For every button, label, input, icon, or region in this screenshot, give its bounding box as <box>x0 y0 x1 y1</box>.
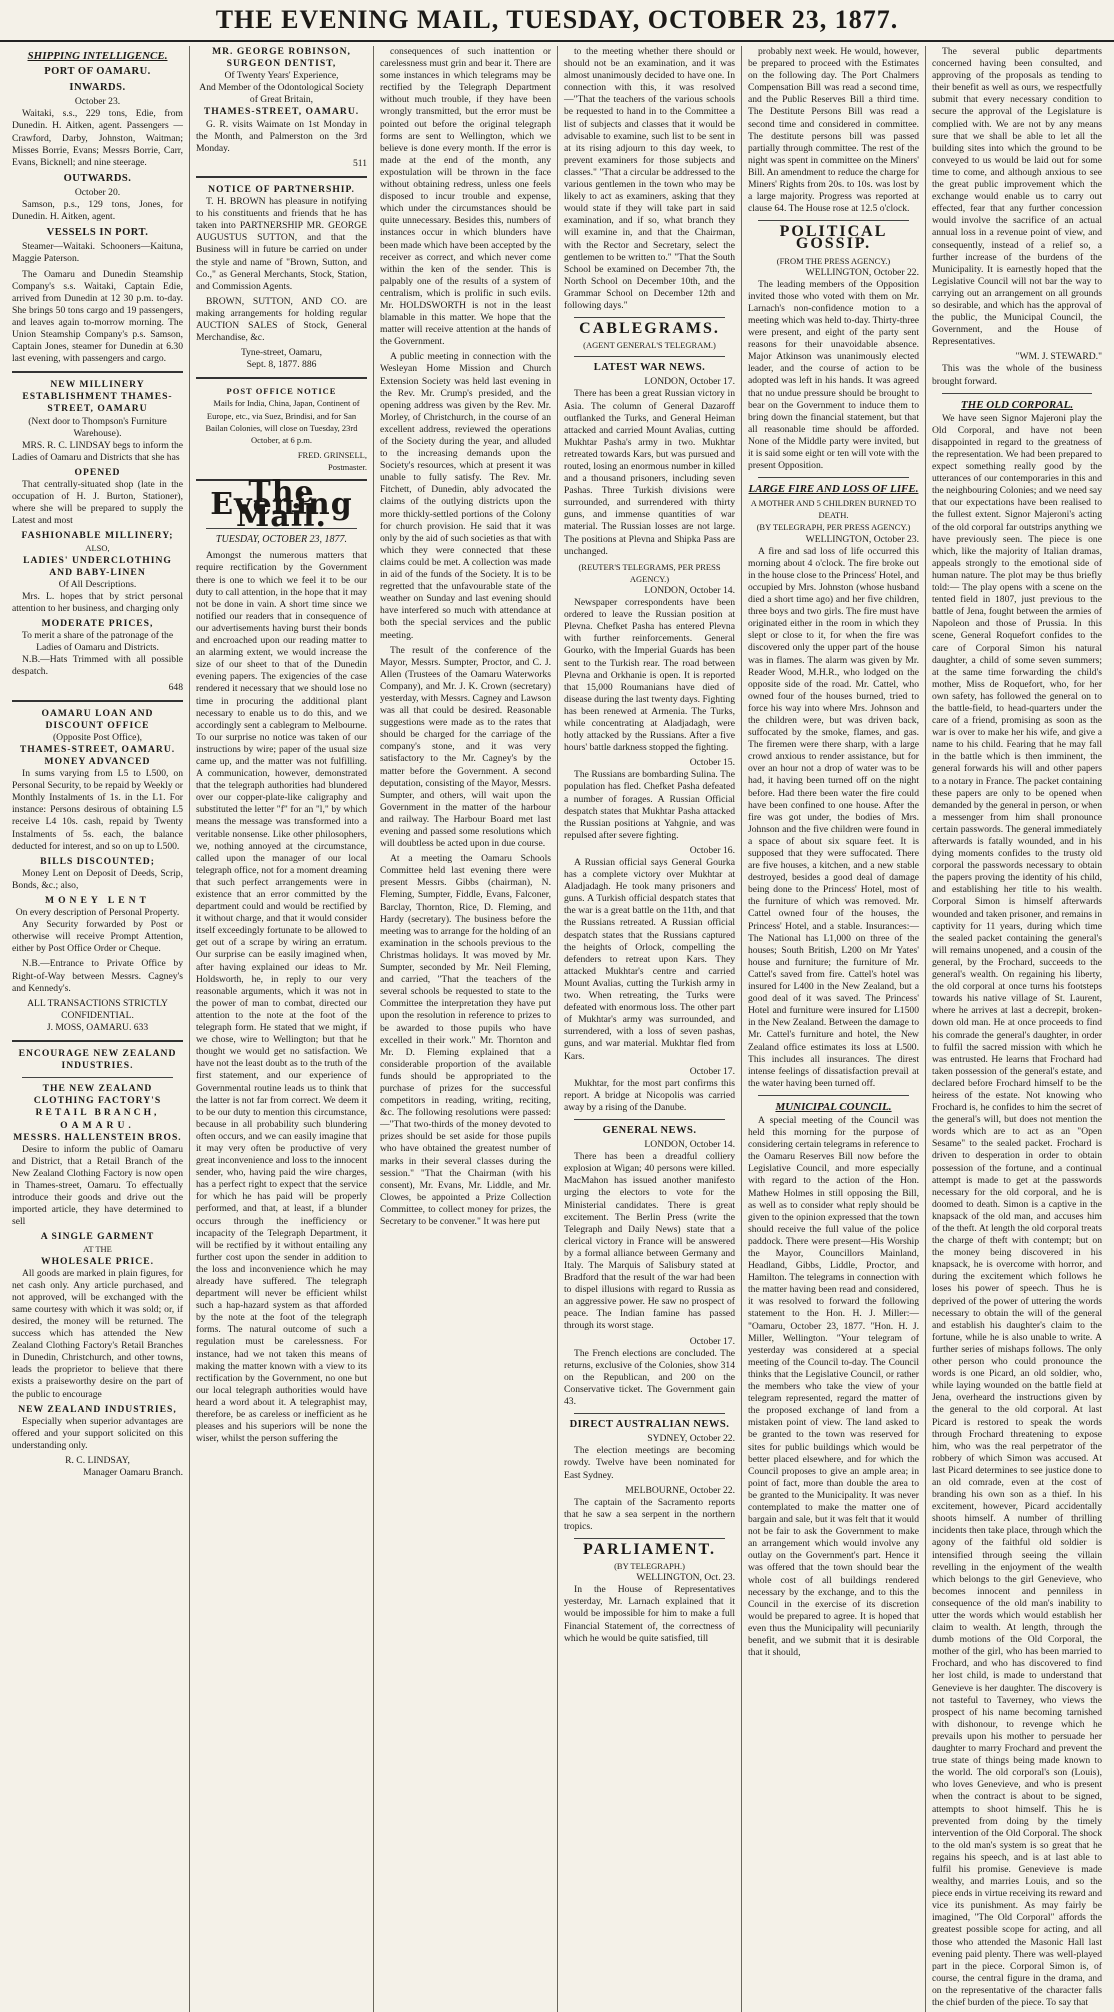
outwards-date: October 20. <box>74 186 121 198</box>
encourage-heading: ENCOURAGE NEW ZEALAND INDUSTRIES. <box>18 1048 177 1072</box>
general-text: There has been a dreadful colliery explosion at Wigan; 40 persons were killed. MacMahon has issued another manifesto urging the electors to vote for the Ministerial candidates. There is great excitement. The Berlin Press (write the Telegraph and Daily News) state that a clerical victory in France will be answered by a formal alliance between Germany and Italy. The Marquis of Salisbury stated at Bradford that the result of the war had been to dispel illusions with regard to Russia as an aggressive power. He saw no prospect of peace. The Indian famine has passed through its worst stage. <box>564 1151 735 1332</box>
oct17b-date: October 17. <box>689 1335 735 1347</box>
hopes-text: Mrs. L. hopes that by strict personal attention to her business, and charging only <box>12 590 183 614</box>
brown-text: BROWN, SUTTON, AND CO. are making arrangements for holding regular AUCTION SALES of Stock, General Merchandise, &c. <box>196 295 367 344</box>
at-the: AT THE <box>83 1244 112 1255</box>
divider <box>196 377 367 379</box>
especially-text: Especially when superior advantages are offered and your support solicited on this understanding only. <box>12 1415 183 1451</box>
ladies-heading: LADIES' UNDERCLOTHING AND BABY-LINEN <box>23 554 172 578</box>
moss-name: J. MOSS, OAMARU. <box>46 1021 132 1033</box>
oct17-date: October 17. <box>689 1065 735 1077</box>
outwards-heading: OUTWARDS. <box>63 172 132 184</box>
column-6 <box>926 46 1108 2012</box>
melbourne-text: The captain of the Sacramento reports that he saw a sea serpent in the northern tropics. <box>564 1496 735 1532</box>
oct17b-text: The French elections are concluded. The returns, exclusive of the Colonies, show 314 on the Republican, and 200 on the Conservative ticket. The Government gain 43. <box>564 1347 735 1408</box>
fire-date: WELLINGTON, October 23. <box>805 533 919 545</box>
divider <box>12 700 183 702</box>
all-desc: Of All Descriptions. <box>58 578 137 590</box>
column-5 <box>742 46 926 2012</box>
inwards-date: October 23. <box>74 96 121 108</box>
divider <box>574 317 725 318</box>
inwards-heading: INWARDS. <box>69 82 126 94</box>
column-1 <box>6 46 190 2012</box>
partnership-text: T. H. BROWN has pleasure in notifying to his constituents and friends that he has taken into PARTNERSHIP MR. GEORGE AUGUSTUS SUTTON, and that the Business will in future be carried on under the style and name of "Brown, Sutton, and Co.," as General Merchants, Stock, Station, and Commission Agents. <box>196 196 367 292</box>
post-notice-heading: POST OFFICE NOTICE <box>226 386 337 397</box>
melbourne-date: MELBOURNE, October 22. <box>625 1484 735 1496</box>
vessels-heading: VESSELS IN PORT. <box>46 227 149 239</box>
loan-street: THAMES-STREET, OAMARU. <box>19 743 176 755</box>
parliament-date: WELLINGTON, Oct. 23. <box>636 1572 735 1584</box>
oct16-text: A Russian official says General Gourka has a complete victory over Mukhtar at Aladjadagh. He took many prisoners and guns. A Turkish official despatch states that the war is a great battle on the 11th, and that the Russians retreated. A Russian official despatch states that the Russians captured the heights of Orlock, compelling the defenders to retreat upon Kars. They attacked Mukhtar's centre and carried Mount Avalias, cutting the Turkish army in two. When retreating, the Turks were defeated with enormous loss. The other part of Mukhtar's army was surrounded, and surrendered, with a loss of seven pashas, guns, and war material. Mukhtar fled from Kars. <box>564 857 735 1062</box>
cablegrams-sub: (AGENT GENERAL'S TELEGRAM.) <box>583 340 716 351</box>
war-heading: LATEST WAR NEWS. <box>593 362 706 374</box>
divider <box>574 1413 725 1414</box>
all-transactions: ALL TRANSACTIONS STRICTLY CONFIDENTIAL. <box>27 997 168 1021</box>
fire-sub: A MOTHER AND 5 CHILDREN BURNED TO DEATH. <box>750 498 917 521</box>
manager: Manager Oamaru Branch. <box>83 1467 183 1479</box>
fire-telegraph: (BY TELEGRAPH, PER PRESS AGENCY.) <box>756 522 911 533</box>
divider <box>196 176 367 178</box>
schools-continued: to the meeting whether there should or should not be an examination, and it was almost unanimously decided to have one. In connection with this, it was resolved—"That the teachers of the various schools be requested to hand in to the Committee a list of subjects and classes that it would be advisable to examine, such list to be sent in at its rising adjourn to this day week, to prevent examiners for those subjects and classes." "That a circular be addressed to the various gentlemen in the town who may be likely to act as examiners, asking that they would state if they will take part in said examination, and if so, what branch they will examine in, and that the Chairman, with the Rector and Secretary, select the gentlemen to be written to." "That the South School be examined on December 7th, the North School on December 10th, and the Grammar School on December 12th and following days." <box>564 46 735 311</box>
lindsay-text: MRS. R. C. LINDSAY begs to inform the Ladies of Oamaru and Districts that she has <box>12 439 183 463</box>
dentist-title: SURGEON DENTIST, <box>226 58 337 70</box>
sept-number: 886 <box>302 359 317 371</box>
divider <box>942 393 1092 394</box>
divider <box>574 1119 725 1120</box>
dentist-street: THAMES-STREET, OAMARU. <box>203 106 360 118</box>
parliament-continued: probably next week. He would, however, be prepared to proceed with the Estimates on the following day. The Port Chalmers Compensation Bill was read a second time, and the Public Reserves Bill a third time. The Destitute Persons Bill was read a second time and considered in committee. The destitute persons bill was passed partially through committee. The rest of the night was spent in committee on the Miners' Bill. An amendment to reduce the charge for Miners' Rights from 20s. to 10s. was lost by a large majority. Progress was reported at clause 64. The House rose at 12.5 o'clock. <box>748 46 919 215</box>
divider <box>758 477 909 478</box>
merit-text: To merit a share of the patronage of the Ladies of Oamaru and Districts. <box>21 630 174 654</box>
goods-text: All goods are marked in plain figures, for net cash only. Any article purchased, and not approved, will be exchanged with the same courtesy with which it was sold; or, if desired, the money will be returned. The success which has attended the New Zealand Clothing Factory's Retail Branches in Dunedin, Christchurch, and other towns, leads the proprietor to believe that there exists a praiseworthy desire on the part of the public to encourage <box>12 1267 183 1400</box>
column-4 <box>558 46 742 2012</box>
dentist-member: And Member of the Odontological Society of Great Britain, <box>199 82 364 106</box>
sept-date <box>196 359 367 371</box>
money-lent-text: On every description of Personal Property. <box>15 907 180 919</box>
divider <box>574 1538 725 1539</box>
inwards-text: Waitaki, s.s., 229 tons, Edie, from Dunedin. H. Aitken, agent. Passengers — Crawford, Darby, Johnston, Waitman; Misses Borrie, Evans; Messrs Borrie, Carr, Evans, Bicknell; and nine steerage. <box>12 108 183 168</box>
also-text: ALSO, <box>85 543 110 554</box>
political-sub: (FROM THE PRESS AGENCY.) <box>776 255 891 266</box>
general-date: LONDON, October 14. <box>644 1139 735 1151</box>
fire-text: A fire and sad loss of life occurred this morning about 4 o'clock. The fire broke out in the house close to the Princess' Hotel, and occupied by Mrs. Johnston (whose husband died a short time ago) and her five children, three boys and two girls. The fire must have originated either in the room in which they slept or close to it, for when the fire was discovered only the upper part of the house was in flames. The alarm was given by Mr. Reader Wood, M.H.R., who lodged on the opposite side of the road. Mr. Cattel, who owned four of the houses burned, tried to force his way into where Mrs. Johnson and the children were, but was driven back, suffocated by the smoke, flames, and gas. The firemen were there sharp, with a large crowd anxious to render assistance, but for over an hour not a drop of water was to be had, it having been turned off on the night before. Had there been water the fire could have been confined to one house. After the fire was got under, the bodies of Mrs. Johnson and the five children were found in a space of about six square feet. It is supposed that they were suffocated. There are five houses, a kitchen, and a new stable destroyed, besides a good deal of damage being done to the Princess' Hotel, most of the furniture of which was removed. Mr. Cattel owned four of the houses, the Princess' Hotel, and a stable. Insurances:—The National has L1,000 on three of the houses; South British, L200 on Mr Yates' house and furniture; the furniture of Mr. Cattel's saved from fire. Cattel's hotel was insured for L400 in the New Zealand, but a good deal of it was saved. The Princess' Hotel and furniture were insured for L1500 in the New Zealand. Between the damage to Mr. Cattel's furniture and hotel, the New Zealand office estimates its loss at L500. This includes all insurances. The direst intense feelings of dissatisfaction prevail at the water having been turned off. <box>748 545 919 1089</box>
opened-text: That centrally-situated shop (late in the occupation of H. J. Burton, Stationer), where she will be prepared to supply the Latest and most <box>12 479 183 527</box>
nzcf-line3: OAMARU. <box>60 1119 135 1131</box>
post-notice-text: Mails for India, China, Japan, Continent of Europe, etc., via Suez, Brindisi, and for San Bailan Colonies, will close on Tuesday, 23rd October, at 6 p.m. <box>205 398 360 445</box>
reuter-text: Newspaper correspondents have been ordered to leave the Russian position at Plevna. Chefket Pasha has entered Plevna with further reinforcements. General Gourko, with the Imperial Guards has been sent to the Turkish rear. The road between Plevna and Orkhanie is open. It is reported that 15,000 Roumanians have died of disease during the last twenty days. Fighting has been renewed at Armenia. The Turks, while concentrating at Aladjadagh, were hotly attacked by the Russians. After a five hours' battle darkness stopped the fighting. <box>564 597 735 754</box>
parliament-sub: (BY TELEGRAPH.) <box>614 1561 685 1572</box>
oct15-date: October 15. <box>689 757 735 769</box>
vessels-text: Steamer—Waitaki. Schooners—Kaituna, Maggie Paterson. <box>12 241 183 265</box>
oct16-date: October 16. <box>689 844 735 856</box>
moss-sig <box>12 1022 183 1034</box>
hallenstein-text: Desire to inform the public of Oamaru and District, that a Retail Branch of the New Zealand Clothing Factory is now open in Thames-street, Oamaru. To effectually introduce their goods and drive out the imported article, they have determined to sell <box>12 1143 183 1228</box>
oct17-text: Mukhtar, for the most part confirms this report. A bridge at Nicopolis was carried away by a rising of the Danube. <box>564 1077 735 1113</box>
war-text: There has been a great Russian victory in Asia. The column of General Dazaroff outflanked the Turks, and General Heiman attacked and carried Mount Avalias, cutting Mukhtar Pasha's army in two. Mukhtar retreated towards Kars, but was pursued and routed, losing an enormous number in killed and a thousand prisoners, including seven Pashas. Three Turkish divisions were surrounded, and surrendered with thirty guns, and immense quantities of war material. The Russian losses are not large. The positions at Plevna and Shipka Pass are unchanged. <box>564 388 735 557</box>
sydney-text: The election meetings are becoming rowdy. Twelve have been nominated for East Sydney. <box>564 1445 735 1481</box>
nzcf-line2: RETAIL BRANCH, <box>35 1107 160 1119</box>
partnership-heading: NOTICE OF PARTNERSHIP. <box>208 183 355 195</box>
money-advanced-heading: MONEY ADVANCED <box>44 755 151 767</box>
telegraph-text: consequences of such inattention or carelessness must grin and bear it. There are some instances in which telegrams may be rectified by the Telegraph Department without much trouble, if they have been wrongly transmitted, but the error must be pointed out before the original telegraph forms are sent to Wellington, which we believe is done every month. If the error is made at the end of the month, any expostulation will be thrown in the face without obtaining redress, unless one feels disposed to incur trouble and expense, which under the circumstances should be quite unnecessary. Besides this, numbers of instances occur in which blunders have been made which have been accepted by the receiver as correct, and which never come within the ken of the sender. This is palpably one of the results of a system of centralism, which is prolific in such evils. Mr. HOLDSWORTH is not in the least blamable in this matter. We hope that the matter will receive attention at the hands of the Government. <box>380 46 551 348</box>
moderate-heading: MODERATE PRICES, <box>41 618 154 630</box>
cablegrams-heading: CABLEGRAMS. <box>579 320 720 338</box>
loan-heading: OAMARU LOAN AND DISCOUNT OFFICE <box>41 707 154 731</box>
divider <box>12 1040 183 1042</box>
oct15-text: The Russians are bombarding Sulina. The population has fled. Chefket Pasha defeated a number of forages. A Russian Official despatch states that Mukhtar Pasha attacked the Russian positions at Yahgnie, and was repulsed after severe fighting. <box>564 769 735 841</box>
municipal-heading: MUNICIPAL COUNCIL. <box>775 1100 892 1113</box>
nb2-text: N.B.—Entrance to Private Office by Right-of-Way between Messrs. Cagney's and Kennedy's. <box>12 958 183 994</box>
single-garment: A SINGLE GARMENT <box>40 1231 155 1243</box>
masthead <box>0 0 1114 42</box>
editorial-text: Amongst the numerous matters that require rectification by the Government there is one to which we feel it to be our duty to call attention, in the hope that it may not be done in vain. A short time since we notified our readers that in consequence of our advertisements having burst their bonds and encroached upon our reading matter to an alarming extent, we would increase the size of our sheet to that of the Dunedin evening papers. The exigencies of the case rendered it necessary that we should lose no time in procuring the additional plant necessary to enable us to do this, and we accordingly sent a cablegram to Melbourne. To our surprise no notice was taken of our instructions by wire; paper of the usual size came up, and the matter was not fulfilling. A communication, however, demonstrated that the telegraph authorities had blundered over our copper-plate-like caligraphy and substituted the letter "f" for an "l," by which means the message was transformed into a veritable nonsense. Like other philosophers, we, nothing annoyed at the circumstance, called upon the manager of our local telegraph office, not for a moment dreaming that such perfect arrangements were in existence that an error committed by the department could and would be rectified by it without charge, and that it would consider itself exceedingly fortunate to be allowed to get out of a scrape by wiring an erratum. Our surprise can be easily imagined when, after having explained our ideas to Mr. Holdsworth, he, in reply to our very reasonable arguments, which it was not in the power of man to combat, directed our attention to the note at the foot of the telegraph form. He stated that we might, if we chose, wire to Wellington; but that he thought we would get no satisfaction. We have not the least doubt as to the truth of the first statement, and our experience of Governmental routine leads us to think that the latter is not far from correct. We deem it to be our duty to mention this circumstance, because in all probability such blundering often occurs, and we can easily imagine that it may very often be productive of very great inconvenience and loss to the innocent sender, who, having paid the wire charges, has a perfect right to expect that the service for which he has paid will be properly performed, and that, at least, if a blunder occurs through the inefficiency or incapacity of the Telegraph Department, it will be rectified by it without entailing any further cost upon the sender in addition to the loss and inconvenience which he may already have suffered. The telegraph department will never be efficient whilst such a hap-hazard system as that afforded by the note at the foot of the telegraph forms. The natural outcome of such a regulation must be carelessness. For instance, had we not taken this means of making the matter known with a view to its rectification by the Government, no one but our local telegraph authorities would have heard a word about it. A telegraphist may, therefore, be as careless or inefficient as he pleases and his superiors will be none the wiser, whilst the person suffering the <box>196 550 367 1445</box>
reuter-date: LONDON, October 14. <box>644 584 735 596</box>
divider <box>758 220 909 221</box>
fire-heading: LARGE FIRE AND LOSS OF LIFE. <box>748 483 919 496</box>
direct-heading: DIRECT AUSTRALIAN NEWS. <box>569 1419 730 1431</box>
conference-text: The result of the conference of the Mayor, Messrs. Sumpter, Proctor, and C. J. Allen (Trustees of the Oamaru Waterworks Company), and Mr. J. K. Crown (secretary) yesterday, with Messrs. Cagney and Lawson was all that could be desired. Reasonable suggestions were made as to the rates that should be charged for the carriage of the company's stone, and it was very satisfactory to the Mr. Cagney's by the matter before the Government. A second deputation, consisting of the Mayor, Messrs. Sumpter, and others, will wait upon the Government in the matter of the harbour and railway. The Harbour Board met last evening and passed some resolutions which will doubtless be acted upon in due course. <box>380 644 551 850</box>
nb-text: N.B.—Hats Trimmed with all possible despatch. <box>12 654 183 678</box>
divider <box>22 1077 173 1078</box>
nb-number: 648 <box>168 681 183 693</box>
tyne-street: Tyne-street, Oamaru, <box>240 347 323 359</box>
municipal-text: A special meeting of the Council was held this morning for the purpose of considering certain telegrams in reference to the Oamaru Reserves Bill now before the Legislative Council, and more especially with regard to the action of the Hon. Mathew Holmes in still opposing the Bill, as well as to consider what reply should be given to the opinion expressed that the town should receive the full value of the police paddock. There were present—His Worship the Mayor, Councillors Mainland, Headland, Gibbs, Liddle, Proctor, and Hamilton. The telegrams in connection with the matter having been read and considered, it was resolved to forward the following statement to the Hon. H. J. Miller:— "Oamaru, October 23, 1877. "Hon. H. J. Miller, Wellington. "Your telegram of yesterday was considered at a special meeting of the Council to-day. The Council thinks that the Legislative Council, or rather the members who take the view of your telegram represented, regard the matter of the proposed exchange of land from a mistaken point of view. The land asked to be granted to the town was reserved for sites for public buildings which would be better placed elsewhere, and for which the Council proposes to give an ample area; in point of fact, more than double the area to be granted to the Municipality. It was never contemplated to make the matter one of bargain and sale, but it was felt that it would not be fair to ask the Government to make an arrangement which would involve any outlay on the Government's part. Hence it was offered that the town should bear the whole cost of all buildings rendered necessary by the exchange, and to this the Council in the exercise of its discretion would be prepared to agree. It is hoped that even thus the Municipality will pecuniarily benefit, and we submit that it is desirable that it should, <box>748 1114 919 1659</box>
dentist-experience: Of Twenty Years' Experience, <box>224 70 339 82</box>
war-date: LONDON, October 17. <box>644 376 735 388</box>
wholesale-heading: WHOLESALE PRICE. <box>40 1255 155 1267</box>
column-2 <box>190 46 374 2012</box>
old-corporal-text: We have seen Signor Majeroni play the Old Corporal, and have not been disappointed in regard to the greatness of the representation. We had been prepared to expect something really good by the utterances of our contemporaries in this and the neighbouring Colonies; and we need say that our expectations have been realised to the fullest extent. Signor Majeroni's acting of the old corporal far outstrips anything we have previously seen. The piece is one which, like the majority of Italian dramas, appeals strongly to the emotional side of human nature. The plot may be thus briefly told:— The play opens with a scene on the tented field in 1807, just previous to the battle of Jena, fought between the armies of Napoleon and those of Prussia. In this scene, General Roquefort confides to the care of Corporal Simon his natural daughter, a child of some seven summers; at the same time forwarding the child's mother, Miss de Roquefort, who, for her own safety, has followed the general on to the battle-field, to head-quarters under the care of a friend, promising as soon as the war is over to make her his wife, and give a name to his child. Fearing that he may fall in the battle which is then imminent, the general forwards his will and other papers to a notary in France. The packet containing these papers are only to be opened when demanded by the general in person, or when a messenger from him shall pronounce certain passwords. The general immediately afterwards is fatally wounded, and in his dying moments confides to the trusty old corporal the passwords necessary to obtain the papers proving the identity of his child, and establishing her title to his wealth. Corporal Simon is himself afterwards wounded and taken prisoner, and remains in captivity for 11 years, during which time the sealed packet containing the general's will remains unopened, and a cousin of the general, by the Frochard, succeeds to the general's wealth. On regaining his liberty, the old corporal at once turns his footsteps towards his native village of St. Laurent, where he arrives at last a decrepit, broken-down old man. He at once proceeds to find his comrade the general's daughter, in order to fulfil the sacred mission with which he was entrusted. He learns that Frochard had taken possession of the general's estate, and declared before Frochard himself to be the heiress of the estate. Not knowing who Frochard is, he confides to him the secret of the general's will, but does not mention the words which are to act as an "Open Sesame" to the sealed packet. Frochard is driven to desperation in order to obtain possession of the fortune, and a continual attempt is made to get at the passwords necessary for the old corporal, and he is doomed to death. Simon is a captive in the knapsack of the old man, and accuses him of the theft. At length the old corporal treats the charge of theft with contempt; but on the money being discovered in his knapsack, he is overcome with horror, and during the excitement which follows he loses his power of speech. Thus he is deprived of the power of uttering the words necessary to obtain the will of the general and establish his daughter's claim to the fortune, while he is also unable to write. A further series of mishaps follows. The only other person who could pronounce the words is one Picard, an old soldier, who, while laying wounded on the battle field at Jena, overheard the instructions given by the general to the old corporal. At last Picard is restored to speak the words through Frochard threatening to expose him, who was the real perpetrator of the robbery of which Simon was accused. At last Picard determines to see justice done to an old comrade, even at the cost of branding his own son as a thief. In his excitement, however, Picard accidentally shoots himself. A number of thrilling incidents then take place, through which the agony of the faithful old soldier is intensified through seeing the villain revelling in the enjoyment of the wealth which belongs to the girl Genevieve, who becomes innocent and penniless in consequence of the old man's inability to utter the words which would establish her claim to wealth. At length, through the dumb motions of the Old Corporal, the mother of the girl, who has been married to Frochard, and who has discovered to find her lost child, is made to understand that Genevieve is her daughter. The discovery is not tasteful to Taverney, who views the prospect of his name becoming tarnished with dishonour, to revenge which he prevails upon his mother to persuade her daughter to marry Frochard and prevent the true state of things being made known to the world. The old corporal's son (Louis), who loves Genevieve, and who is present when the contract is about to be signed, attempts to shoot himself. This he is prevented from doing by the timely intervention of the Old Corporal. The shock to the old man's system is so great that he regains his speech, and is at last able to fulfil his promise. Genevieve is made wealthy, and marries Louis, and so the piece ends in virtue receiving its reward and vice its punishment. As may fairly be imagined, "The Old Corporal" affords the greatest possible scope for acting, and all those who attended the Masonic Hall last evening paid plenty. There was well-played part in the piece. Corporal Simon is, of course, the central figure in the drama, and on the representative of the character falls the chief burden of the piece. To say that <box>932 412 1102 2008</box>
dentist-text: G. R. visits Waimate on 1st Monday in the Month, and Palmerston on the 3rd Monday. <box>196 118 367 154</box>
divider <box>574 356 725 357</box>
shipping-heading: SHIPPING INTELLIGENCE. <box>27 50 168 62</box>
nz-industries: NEW ZEALAND INDUSTRIES, <box>18 1403 177 1415</box>
bills-heading: BILLS DISCOUNTED; <box>40 855 155 867</box>
hallenstein-heading: MESSRS. HALLENSTEIN BROS. <box>13 1131 182 1143</box>
divider <box>758 1095 909 1096</box>
post-signature: FRED. GRINSELL, <box>297 449 367 460</box>
outwards-text: Samson, p.s., 129 tons, Jones, for Dunedin. H. Aitken, agent. <box>12 199 183 223</box>
municipal-continued: The several public departments concerned having been consulted, and approving of the proposals as tending to their benefit as well as ours, we respectfully submit that every necessary condition to secure the approval of the Legislature is complied with. We are not by any means sure that we shall be able to let all the building sites into which the ground to be conveyed to us would be laid out for some time to come, and although anxious to see the great public improvement which the exchange would enable us to carry out effected, fear that any further concession would involve the sacrifice of an actual annual loss in a revenue point of view, and consequently, instead of a relief so, a further increase of the burdens of the Municipality. It is earnestly hoped that the Legislative Council will not bar the way to carrying out an arrangement on all grounds so desirable, and which has the approval of the public, the Municipal Council, the Government, and the House of Representatives. <box>932 46 1102 348</box>
security-text: Any Security forwarded by Post or otherwise will receive Prompt Attention, either by Post Office Order or Cheque. <box>12 919 183 955</box>
dentist-name: MR. GEORGE ROBINSON, <box>212 46 351 57</box>
loan-sub: (Opposite Post Office), <box>52 731 143 743</box>
steamship-text: The Oamaru and Dunedin Steamship Company's s.s. Waitaki, Captain Edie, arrived from Dunedin at 12 30 p.m. to-day. She brings 50 tons cargo and 19 passengers, and leaves again to-morrow morning. The Union Steamship Company's p.s. Samson, Captain Jones, steamer for Dunedin at 6.30 last evening, with passengers and cargo. <box>12 268 183 365</box>
reuter-heading: (REUTER'S TELEGRAMS, PER PRESS AGENCY.) <box>578 561 721 584</box>
column-3 <box>374 46 558 2012</box>
sept-date-text: Sept. 8, 1877. <box>246 359 300 371</box>
post-title: Postmaster. <box>328 461 367 472</box>
bills-text: Money Lent on Deposit of Deeds, Scrip, Bonds, &c.; also, <box>12 867 183 891</box>
columns <box>6 46 1108 2008</box>
opened-heading: OPENED <box>74 466 121 478</box>
money-lent-heading: MONEY LENT <box>45 895 150 906</box>
rc-lindsay: R. C. LINDSAY, <box>65 1455 130 1467</box>
masthead-title: THE EVENING MAIL, TUESDAY, OCTOBER 23, 1877. <box>215 5 899 34</box>
wesleyan-text: A public meeting in connection with the Wesleyan Home Mission and Church Extension Society was held last evening in the Rev. Mr. Crump's presided, and the opening address was given by the Rev. Mr. Morley, of Christchurch, in the course of an excellent address, reviewed the operations of the Society during the year, and alluded to the increasing demands upon the Society's resources, which at present it was unable to fully satisfy. The Rev. Mr. Fitchett, of Dunedin, ably advocated the claims of the outlying districts upon the more thickly-settled portions of the Colony for church provision. He said that it was only by the aid of such societies as that with which they were connected that these claims could be met. A collection was made in aid of the funds of the Society. It is to be regretted that the unfavourable state of the weather on Sunday and last evening should have interfered so much with attendance at both the special services and the public meeting. <box>380 351 551 641</box>
millinery-sub: (Next door to Thompson's Furniture Warehouse). <box>28 415 167 439</box>
old-corporal-heading: THE OLD CORPORAL. <box>960 398 1074 411</box>
parliament-heading: PARLIAMENT. <box>583 1540 716 1558</box>
nzcf-line1: THE NEW ZEALAND CLOTHING FACTORY'S <box>33 1083 162 1107</box>
political-date: WELLINGTON, October 22. <box>805 266 919 278</box>
divider <box>12 371 183 373</box>
steward-signature: "WM. J. STEWARD." <box>1015 351 1102 363</box>
political-text: The leading members of the Opposition invited those who voted with them on Mr. Larnach's non-confidence motion to a meeting which was held to-day. Thirty-three were present, and eight of the party sent reasons for their unavoidable absence. Major Atkinson was unanimously elected leader, and the course of action to be adopted was left in his hands. It was agreed that no undue pressure should be brought to bear on the Government to induce them to bring down the financial statement, but that all reasonable time should be afforded. None of the Middle party were invited, but it is said some eight or ten will vote with the present Opposition. <box>748 278 919 472</box>
paper-nameplate: The Evening Mail. <box>210 475 353 535</box>
port-heading: PORT OF OAMARU. <box>44 66 151 78</box>
general-heading: GENERAL NEWS. <box>602 1124 697 1136</box>
dentist-number: 511 <box>352 157 367 169</box>
fashionable-heading: FASHIONABLE MILLINERY; <box>21 530 174 542</box>
political-heading: POLITICAL GOSSIP. <box>779 223 888 253</box>
money-advanced-text: In sums varying from L5 to L500, on Personal Security, to be repaid by Weekly or Monthly Instalments of 1s. in the L1. For instance: Persons desirous of obtaining L5 receive L4 10s. cash, repaid by Twenty Instalments of 5s. each, the balance deducted for interest, and so on up to L500. <box>12 768 183 852</box>
paper-date: TUESDAY, OCTOBER 23, 1877. <box>215 534 348 546</box>
sydney-date: SYDNEY, October 22. <box>647 1433 735 1445</box>
parliament-text: In the House of Representatives yesterday, Mr. Larnach explained that it would be impossible for him to make a full Financial Statement of, the correctness of which he would be quite satisfied, till <box>564 1584 735 1644</box>
business-text: This was the whole of the business brought forward. <box>932 363 1102 387</box>
moss-number: 633 <box>133 1021 149 1033</box>
millinery-heading: NEW MILLINERY ESTABLISHMENT THAMES-STREET, OAMARU <box>22 379 173 415</box>
schools-text: At a meeting the Oamaru Schools Committee held last evening there were present Messrs. Gibbs (chairman), N. Fleming, Sumpter, Fiddle, Evans, Falconer, Barclay, Thornton, Rice, D. Fleming, and Hardy (secretary). The business before the meeting was to arrange for the holding of an examination in the schools previous to the Christmas holidays. It was moved by Mr. Sumpter, seconded by Mr. Neil Fleming, and carried, "That the teachers of the several schools be requested to state to the Committee the interpretation they have put upon the resolution in reference to prizes to be awarded to those pupils who have excelled in their work." Mr. Thornton and Mr. D. Fleming explained that a considerable proportion of the available funds should be appropriated to the purchase of prizes for the successful competitors in reading, writing, reciting, &c. The following resolutions were passed:—"That two-thirds of the money devoted to prizes should be set aside for those pupils who have obtained the greatest number of marks in their several classes during the session." "That the Chairman (with his consent), Mr. Evans, Mr. Liddle, and Mr. Clowes, be appointed a Prize Collection Committee, to collect money for prizes, the Secretary to be convener." It was here put <box>380 853 551 1227</box>
